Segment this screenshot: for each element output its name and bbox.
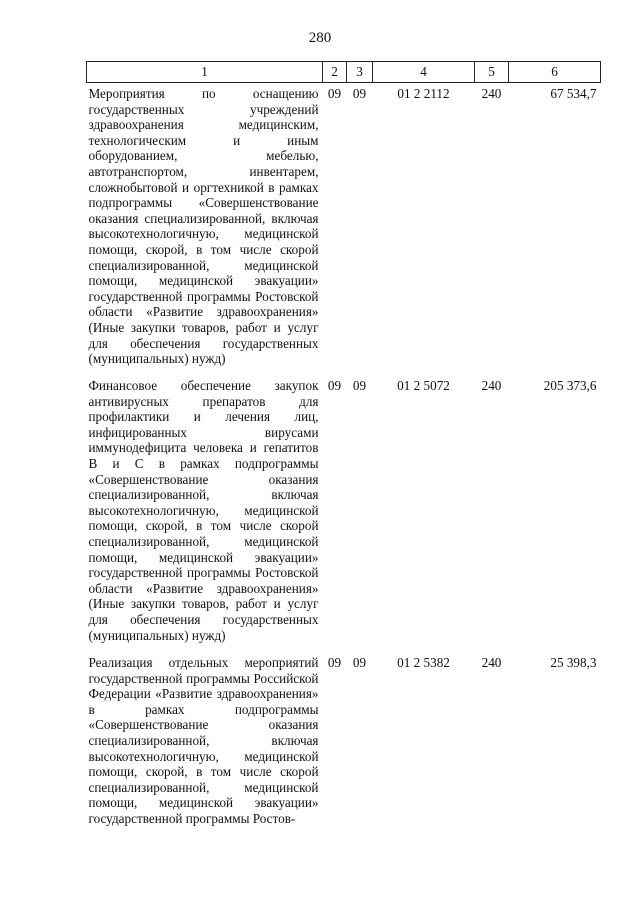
header-col-6: 6: [509, 62, 601, 83]
row-expense-type: 240: [481, 655, 502, 670]
page-number: 280: [308, 30, 332, 46]
row-section-code: 09: [327, 378, 342, 393]
row-subsection-code: 09: [352, 655, 367, 670]
row-amount: 205 373,6: [543, 378, 597, 393]
header-col-2: 2: [323, 62, 347, 83]
row-expense-type: 240: [481, 378, 502, 393]
row-expense-type: 240: [481, 86, 502, 101]
row-target-article: 01 2 5382: [397, 655, 450, 670]
row-description: Мероприятия по оснащению государственных учреждений здравоохранения медицинским, технологическим и иным оборудованием, мебелью, автотранспортом, инвентарем, сложнобытовой и оргтехникой в рамках подпрограммы «Совершенствование оказания специализированной, включая высокотехнологичную, медицинской помощи, скорой, в том числе скорой специализированной, медицинской помощи, медицинской эвакуации» государственной программы Ростовской области «Развитие здравоохранения» (Иные закупки товаров, работ и услуг для обеспечения государственных (муниципальных) нужд): [88, 86, 319, 367]
row-section-code: 09: [327, 86, 342, 101]
row-amount: 25 398,3: [550, 655, 597, 670]
row-amount: 67 534,7: [550, 86, 597, 101]
table-row: [87, 652, 601, 827]
row-description: Реализация отдельных мероприятий государственной программы Российской Федерации «Развитие здравоохранения» в рамках подпрограммы «Совершенствование оказания специализированной, включая высокотехнологичную, медицинской помощи, скорой, в том числе скорой специализированной, медицинской помощи, медицинской эвакуации» государственной программы Ростов-: [88, 655, 319, 826]
header-col-4: 4: [373, 62, 475, 83]
table-row: [87, 83, 601, 376]
table-header-row: [87, 62, 601, 83]
row-subsection-code: 09: [352, 86, 367, 101]
row-target-article: 01 2 2112: [397, 86, 450, 101]
budget-table: [86, 61, 601, 827]
header-col-5: 5: [475, 62, 509, 83]
row-subsection-code: 09: [352, 378, 367, 393]
row-description: Финансовое обеспечение закупок антивирусных препаратов для профилактики и лечения лиц, инфицированных вирусами иммунодефицита человека и гепатитов В и С в рамках подпрограммы «Совершенствование оказания специализированной, включая высокотехнологичную, медицинской помощи, скорой, в том числе скорой специализированной, медицинской помощи, медицинской эвакуации» государственной программы Ростовской области «Развитие здравоохранения» (Иные закупки товаров, работ и услуг для обеспечения государственных (муниципальных) нужд): [88, 378, 319, 643]
row-section-code: 09: [327, 655, 342, 670]
header-col-3: 3: [347, 62, 373, 83]
header-col-1: 1: [87, 62, 323, 83]
table-row: [87, 375, 601, 652]
row-target-article: 01 2 5072: [397, 378, 450, 393]
